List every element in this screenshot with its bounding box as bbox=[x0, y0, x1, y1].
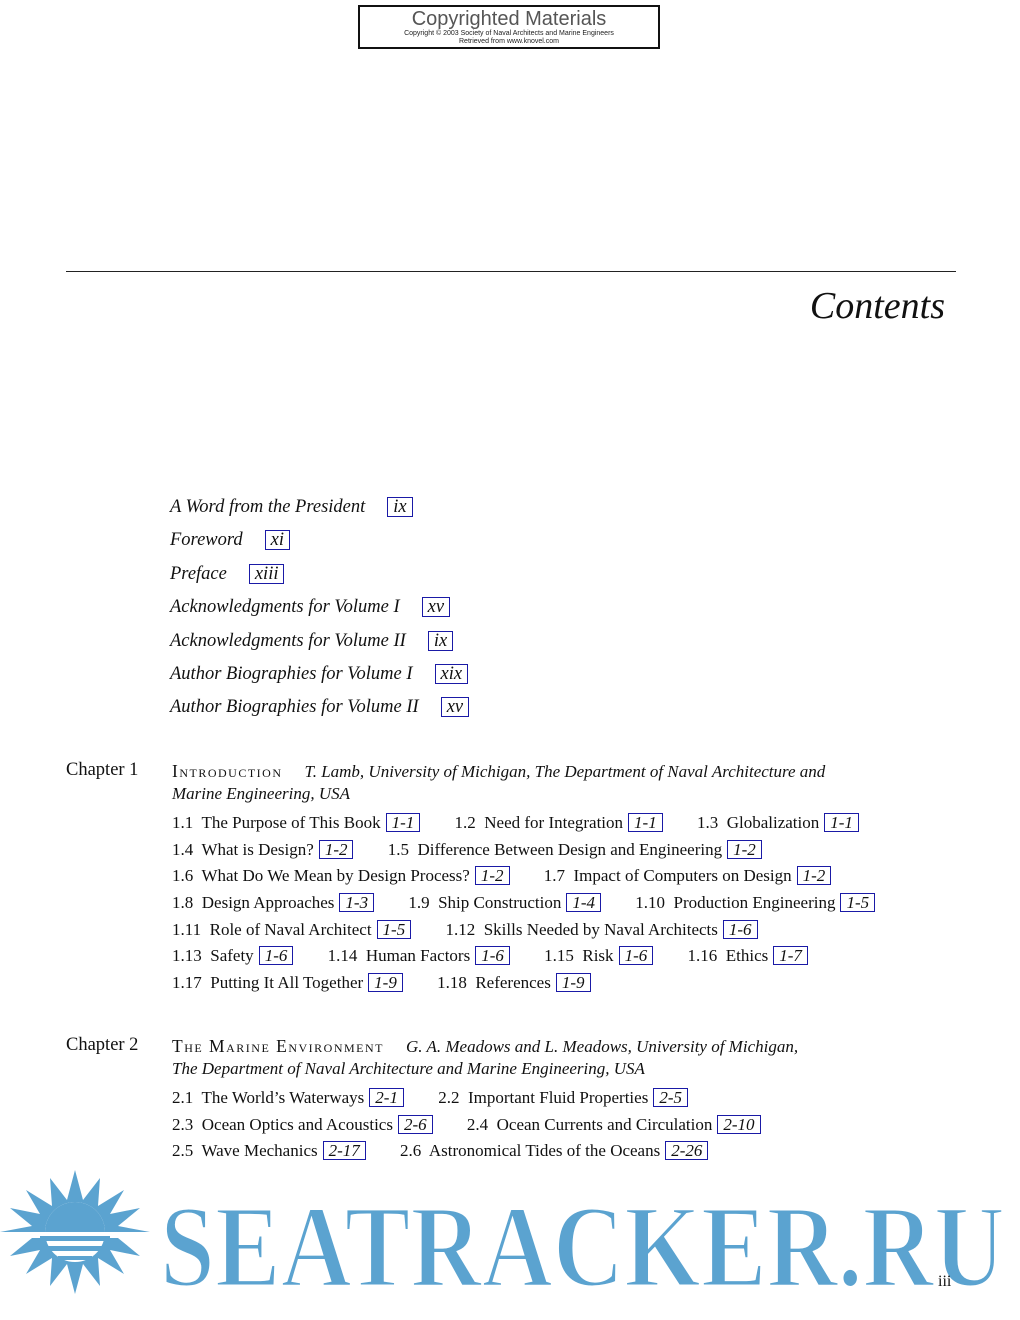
page-link[interactable]: 2-6 bbox=[398, 1115, 433, 1134]
front-matter-title: Acknowledgments for Volume II bbox=[170, 630, 406, 651]
page-link[interactable]: 1-6 bbox=[475, 946, 510, 965]
section-entry bbox=[544, 866, 832, 885]
section-title: Human Factors bbox=[365, 946, 471, 966]
section-list bbox=[172, 1088, 936, 1168]
section-line bbox=[172, 1115, 936, 1142]
section-entry bbox=[408, 893, 601, 912]
front-matter-item bbox=[170, 697, 469, 730]
watermark-text: SEATRACKER.RU bbox=[160, 1181, 1005, 1300]
front-matter-item bbox=[170, 597, 469, 630]
section-number: 1.6 bbox=[172, 866, 194, 886]
chapter-authors: T. Lamb, University of Michigan, The Department of Naval Architecture and bbox=[304, 762, 826, 781]
section-number: 1.5 bbox=[387, 839, 409, 859]
section-entry bbox=[400, 1141, 708, 1160]
chapter-label: Chapter 2 bbox=[66, 1035, 139, 1055]
chapter-2 bbox=[66, 1035, 936, 1168]
page-title: Contents bbox=[809, 285, 945, 327]
page-link[interactable]: 1-2 bbox=[727, 840, 762, 859]
chapter-authors-cont: Marine Engineering, USA bbox=[172, 784, 350, 803]
section-title: Design Approaches bbox=[201, 893, 335, 913]
page-link[interactable]: 1-2 bbox=[475, 866, 510, 885]
section-number: 2.2 bbox=[438, 1088, 460, 1107]
section-entry bbox=[388, 840, 762, 859]
section-line bbox=[172, 946, 936, 973]
chapter-title: The Marine Environment bbox=[172, 1036, 385, 1056]
front-matter-list bbox=[170, 497, 469, 731]
watermark bbox=[0, 1170, 1020, 1300]
page-link[interactable]: 1-6 bbox=[723, 920, 758, 939]
front-matter-item bbox=[170, 530, 469, 563]
copyright-source: Retrieved from www.knovel.com bbox=[459, 38, 559, 45]
section-number: 1.3 bbox=[696, 813, 719, 832]
section-entry bbox=[172, 893, 374, 912]
section-title: Production Engineering bbox=[673, 893, 836, 913]
section-entry bbox=[172, 920, 411, 939]
section-title: Putting It All Together bbox=[210, 973, 364, 993]
copyright-notice bbox=[358, 5, 660, 49]
page-link[interactable]: 1-3 bbox=[339, 893, 374, 912]
chapter-title: Introduction bbox=[172, 761, 283, 781]
section-number: 1.13 bbox=[172, 946, 202, 966]
section-number: 1.10 bbox=[635, 893, 666, 913]
section-entry bbox=[172, 973, 403, 992]
section-number: 2.3 bbox=[172, 1114, 194, 1134]
section-title: Risk bbox=[582, 946, 614, 966]
front-matter-item bbox=[170, 497, 469, 530]
section-entry bbox=[544, 946, 653, 965]
section-title: Safety bbox=[210, 946, 254, 966]
page-link[interactable]: 1-7 bbox=[773, 946, 808, 965]
section-entry bbox=[687, 946, 807, 965]
section-title: What Do We Mean by Design Process? bbox=[201, 866, 470, 886]
section-title: Need for Integration bbox=[484, 813, 624, 832]
front-matter-item bbox=[170, 631, 469, 664]
section-entry bbox=[445, 920, 757, 939]
section-number: 1.14 bbox=[327, 946, 358, 966]
section-title: Globalization bbox=[726, 813, 820, 832]
section-number: 1.11 bbox=[172, 919, 202, 939]
page-link[interactable]: 1-9 bbox=[368, 973, 403, 992]
page-link[interactable]: xix bbox=[435, 664, 469, 684]
page-link[interactable]: 1-1 bbox=[386, 813, 421, 832]
section-number: 2.6 bbox=[400, 1141, 422, 1161]
section-number: 1.1 bbox=[172, 813, 194, 832]
section-line bbox=[172, 813, 936, 840]
section-title: References bbox=[475, 973, 551, 993]
page-link[interactable]: 2-1 bbox=[369, 1088, 404, 1107]
sun-logo-icon bbox=[0, 1170, 150, 1294]
section-number: 1.8 bbox=[172, 893, 194, 913]
section-number: 2.1 bbox=[172, 1088, 194, 1107]
section-title: Ocean Currents and Circulation bbox=[496, 1114, 713, 1134]
page-link[interactable]: 1-5 bbox=[377, 920, 412, 939]
section-number: 2.5 bbox=[172, 1141, 194, 1161]
section-title: Skills Needed by Naval Architects bbox=[483, 919, 718, 939]
section-entry bbox=[697, 813, 859, 832]
section-entry bbox=[635, 893, 875, 912]
section-title: Ocean Optics and Acoustics bbox=[201, 1114, 393, 1134]
section-number: 1.16 bbox=[687, 946, 718, 966]
front-matter-item bbox=[170, 564, 469, 597]
section-title: Difference Between Design and Engineering bbox=[417, 839, 723, 859]
section-title: Impact of Computers on Design bbox=[573, 866, 792, 886]
section-number: 1.9 bbox=[408, 893, 430, 913]
section-entry bbox=[172, 1088, 404, 1107]
page-link[interactable]: xv bbox=[441, 697, 469, 717]
section-number: 1.12 bbox=[445, 919, 476, 939]
section-title: Ethics bbox=[725, 946, 769, 966]
front-matter-item bbox=[170, 664, 469, 697]
page-link[interactable]: 1-9 bbox=[556, 973, 591, 992]
section-entry bbox=[328, 946, 510, 965]
section-entry bbox=[437, 973, 590, 992]
page-link[interactable]: ix bbox=[387, 497, 412, 517]
copyright-title: Copyrighted Materials bbox=[411, 8, 607, 30]
front-matter-title: Preface bbox=[170, 563, 227, 584]
section-line bbox=[172, 973, 936, 1000]
section-title: Role of Naval Architect bbox=[209, 919, 372, 939]
page-link[interactable]: 1-1 bbox=[628, 813, 663, 832]
chapter-1 bbox=[66, 760, 936, 1000]
section-title: Ship Construction bbox=[438, 893, 562, 913]
page-link[interactable]: 2-10 bbox=[717, 1115, 760, 1134]
front-matter-title: Author Biographies for Volume I bbox=[170, 663, 413, 684]
front-matter-title: Acknowledgments for Volume I bbox=[170, 597, 400, 618]
header-rule bbox=[66, 271, 956, 272]
page-link[interactable]: xi bbox=[265, 530, 290, 550]
section-list bbox=[172, 813, 936, 1000]
section-line bbox=[172, 840, 936, 867]
section-entry bbox=[438, 1088, 688, 1107]
section-title: Wave Mechanics bbox=[201, 1141, 318, 1161]
section-line bbox=[172, 1088, 936, 1115]
section-number: 1.18 bbox=[437, 973, 467, 993]
front-matter-title: A Word from the President bbox=[170, 497, 366, 517]
section-number: 1.7 bbox=[543, 866, 565, 886]
copyright-line: Copyright © 2003 Society of Naval Architects and Marine Engineers bbox=[404, 30, 614, 37]
page-link[interactable]: 2-26 bbox=[665, 1141, 708, 1160]
page-link[interactable]: 1-6 bbox=[619, 946, 654, 965]
section-line bbox=[172, 920, 936, 947]
section-title: The Purpose of This Book bbox=[201, 813, 381, 832]
front-matter-title: Author Biographies for Volume II bbox=[170, 697, 419, 718]
section-number: 1.2 bbox=[454, 813, 476, 832]
section-number: 2.4 bbox=[466, 1114, 489, 1134]
page-link[interactable]: xv bbox=[422, 597, 450, 617]
page-link[interactable]: xiii bbox=[249, 564, 285, 584]
page-link[interactable]: 1-2 bbox=[319, 840, 354, 859]
section-number: 1.15 bbox=[544, 946, 574, 966]
section-entry bbox=[172, 840, 353, 859]
page-link[interactable]: 1-5 bbox=[840, 893, 875, 912]
section-entry bbox=[467, 1115, 761, 1134]
page-link[interactable]: 1-1 bbox=[824, 813, 859, 832]
section-entry bbox=[172, 1141, 366, 1160]
section-title: Astronomical Tides of the Oceans bbox=[428, 1141, 661, 1161]
page-link[interactable]: ix bbox=[428, 631, 453, 651]
chapter-label: Chapter 1 bbox=[66, 760, 139, 780]
page-link[interactable]: 1-2 bbox=[797, 866, 832, 885]
chapter-header bbox=[172, 1035, 936, 1080]
section-entry bbox=[172, 1115, 433, 1134]
chapter-authors: G. A. Meadows and L. Meadows, University of Michigan, bbox=[406, 1037, 799, 1056]
page-link[interactable]: 1-4 bbox=[566, 893, 601, 912]
section-line bbox=[172, 893, 936, 920]
section-title: The World’s Waterways bbox=[201, 1088, 365, 1107]
section-entry bbox=[172, 946, 293, 965]
page-link[interactable]: 2-17 bbox=[323, 1141, 366, 1160]
section-entry bbox=[172, 813, 420, 832]
chapter-header bbox=[172, 760, 936, 805]
section-line bbox=[172, 1141, 936, 1168]
section-entry bbox=[455, 813, 663, 832]
page-link[interactable]: 2-5 bbox=[653, 1088, 688, 1107]
section-line bbox=[172, 866, 936, 893]
page-link[interactable]: 1-6 bbox=[259, 946, 294, 965]
page-number: iii bbox=[938, 1273, 952, 1290]
section-title: What is Design? bbox=[201, 839, 314, 859]
section-number: 1.17 bbox=[172, 973, 202, 993]
section-entry bbox=[172, 866, 510, 885]
section-title: Important Fluid Properties bbox=[467, 1088, 649, 1107]
chapter-authors-cont: The Department of Naval Architecture and Marine Engineering, USA bbox=[172, 1059, 645, 1078]
front-matter-title: Foreword bbox=[170, 530, 243, 551]
section-number: 1.4 bbox=[172, 839, 194, 859]
